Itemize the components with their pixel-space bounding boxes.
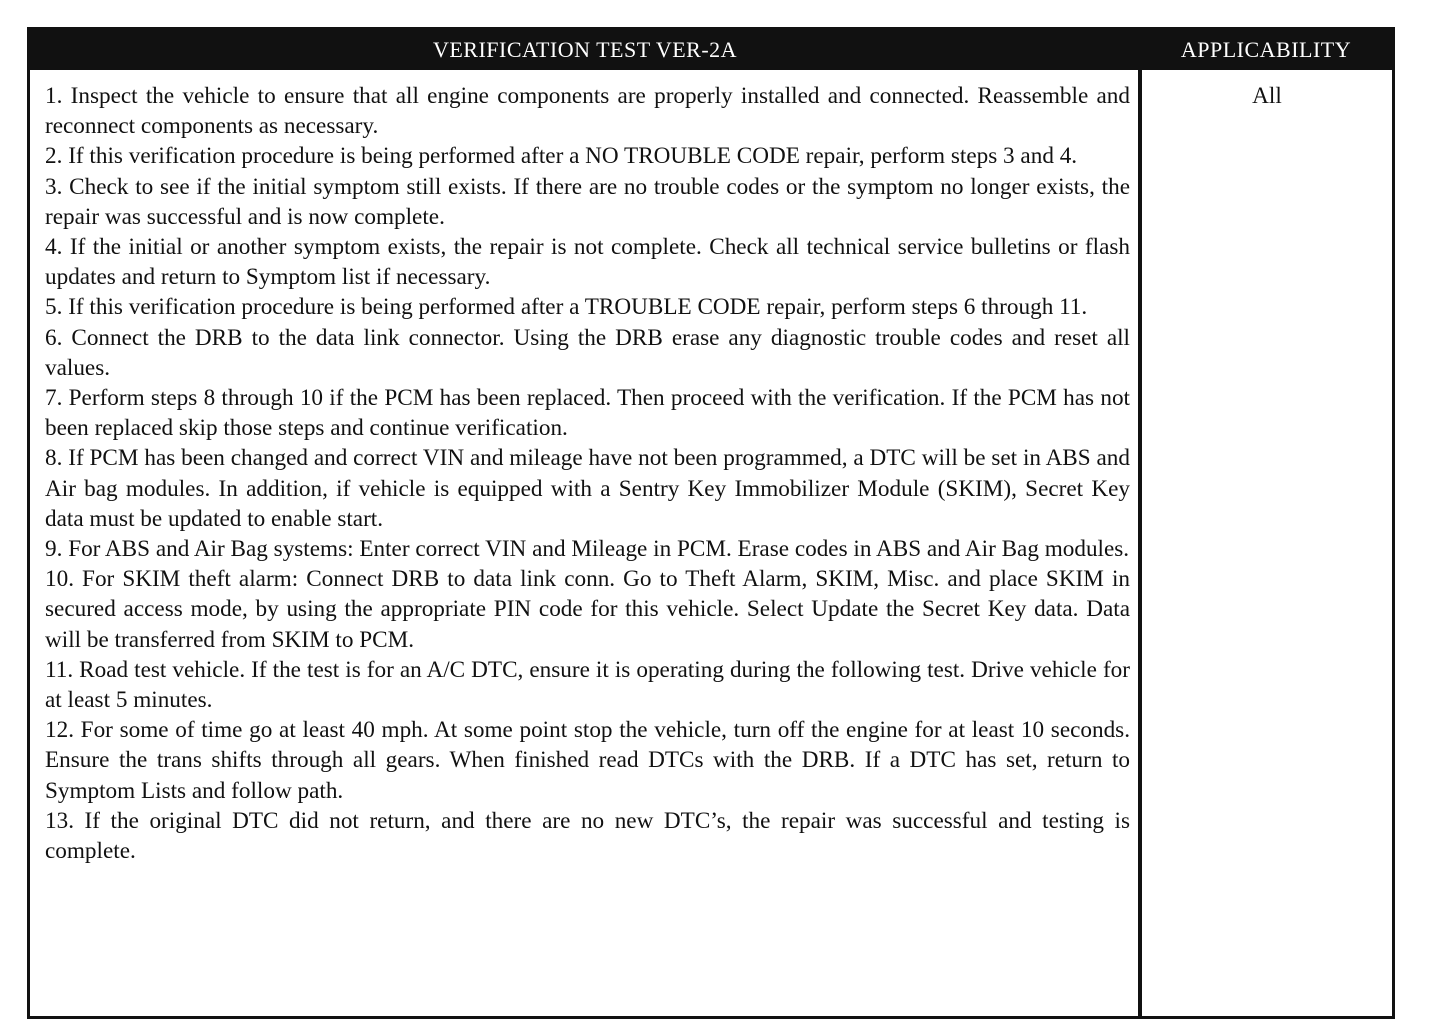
verification-test-table	[27, 27, 1395, 1019]
test-title: VERIFICATION TEST VER-2A	[432, 37, 738, 62]
procedure-step-1: 1. Inspect the vehicle to ensure that all engine components are properly installed and connected. Reassemble and reconnect components as necessary.	[45, 83, 1130, 140]
procedure-step-7: 7. Perform steps 8 through 10 if the PCM has been replaced. Then proceed with the verification. If the PCM has not been replaced skip those steps and continue verification.	[45, 385, 1130, 442]
column-divider	[1138, 70, 1142, 1016]
procedure-step-10: 10. For SKIM theft alarm: Connect DRB to data link conn. Go to Theft Alarm, SKIM, Misc. and place SKIM in secured access mode, by using the appropriate PIN code for this vehicle. Select Update the Secret Key data. Data will be transferred from SKIM to PCM.	[45, 566, 1130, 653]
procedure-step-12: 12. For some of time go at least 40 mph. At some point stop the vehicle, turn off the engine for at least 10 seconds. Ensure the trans shifts through all gears. When finished read DTCs with the DRB. If a DTC has set, return to Symptom Lists and follow path.	[45, 717, 1130, 804]
procedure-step-11: 11. Road test vehicle. If the test is for an A/C DTC, ensure it is operating during the following test. Drive vehicle for at least 5 minutes.	[45, 656, 1130, 714]
applicability-value: All	[1252, 83, 1282, 109]
procedure-step-13: 13. If the original DTC did not return, and there are no new DTC’s, the repair was successful and testing is complete.	[45, 807, 1130, 865]
procedure-step-9: 9. For ABS and Air Bag systems: Enter correct VIN and Mileage in PCM. Erase codes in ABS and Air Bag modules.	[45, 536, 1130, 563]
procedure-step-3: 3. Check to see if the initial symptom still exists. If there are no trouble codes or the symptom no longer exists, the repair was successful and is now complete.	[45, 173, 1130, 230]
procedure-step-4: 4. If the initial or another symptom exists, the repair is not complete. Check all technical service bulletins or flash updates and return to Symptom list if necessary.	[45, 234, 1130, 291]
procedure-step-6: 6. Connect the DRB to the data link connector. Using the DRB erase any diagnostic trouble codes and reset all values.	[45, 324, 1130, 381]
procedure-steps	[45, 81, 1130, 866]
table-header	[30, 30, 1392, 70]
applicability-header: APPLICABILITY	[1180, 37, 1352, 62]
procedure-step-2: 2. If this verification procedure is being performed after a NO TROUBLE CODE repair, perform steps 3 and 4.	[45, 143, 1078, 170]
procedure-step-8: 8. If PCM has been changed and correct VIN and mileage have not been programmed, a DTC will be set in ABS and Air bag modules. In addition, if vehicle is equipped with a Sentry Key Immobilizer Module (SKIM), Secret Key data must be updated to enable start.	[45, 445, 1130, 532]
procedure-step-5: 5. If this verification procedure is being performed after a TROUBLE CODE repair, perform steps 6 through 11.	[45, 294, 1088, 321]
